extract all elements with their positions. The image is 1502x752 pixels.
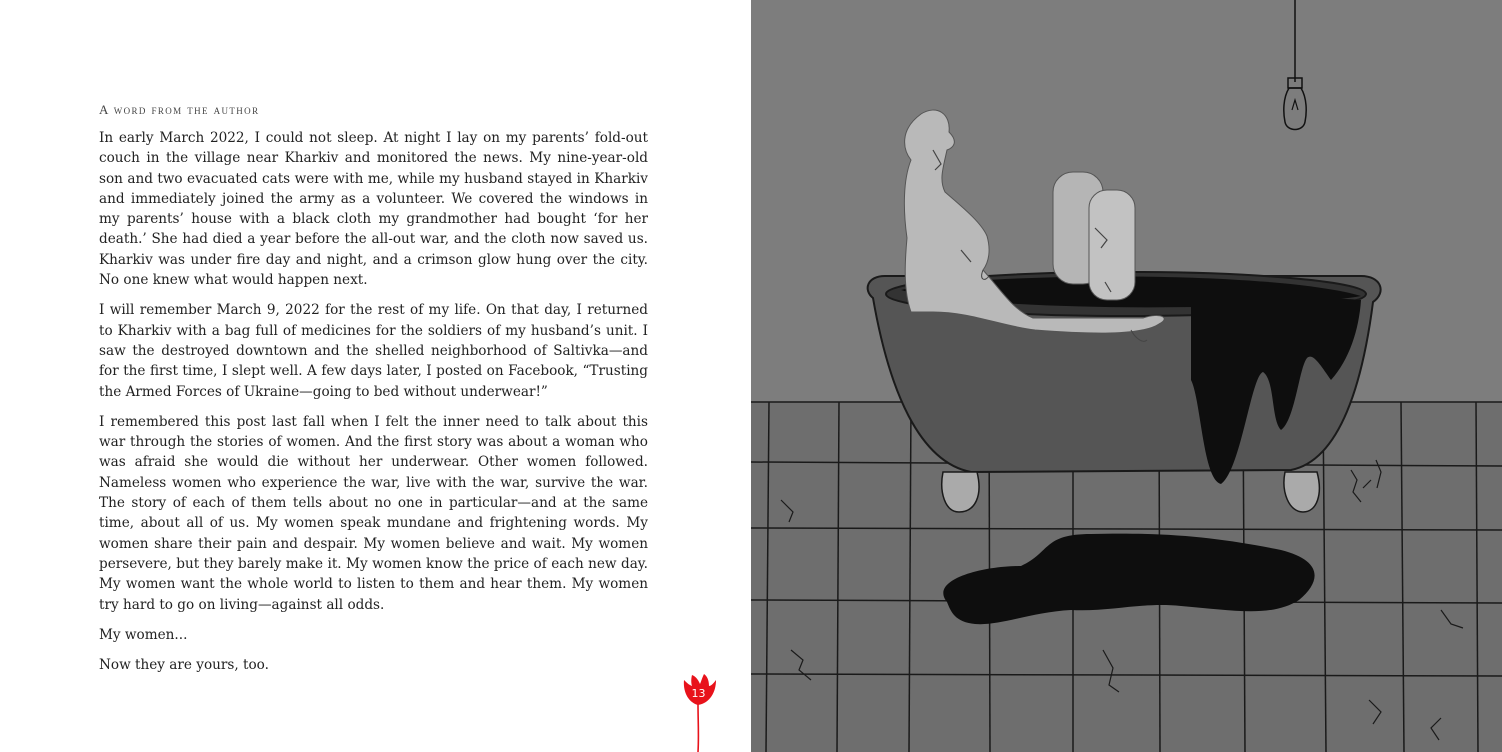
woman-in-bathtub-illustration xyxy=(751,0,1502,752)
page-number: 13 xyxy=(691,687,706,700)
paragraph-4: My women... xyxy=(99,626,188,643)
paragraph-3: I remembered this post last fall when I felt the inner need to talk about this war through the stories of women. And the first story was about a woman who was afraid she would die without her underwear. Other women followed. Nameless women who experience the war, live with the war, survive the war. The story of each of them tells about no one in particular—and at the same time, about all of us. My women speak mundane and frightening words. My women share their pain and despair. My women believe and wait. My women persevere, but they barely make it. My women know the price of each new day. My women want the whole world to listen to them and hear them. My women try hard to go on living—against all odds. xyxy=(99,413,648,613)
page-number-marker xyxy=(680,670,720,752)
section-heading: A word from the author xyxy=(99,102,260,117)
red-tulip-icon xyxy=(680,670,720,752)
body-text xyxy=(99,128,648,685)
woman-knees xyxy=(1053,172,1135,300)
paragraph-5: Now they are yours, too. xyxy=(99,657,269,674)
illustration-page xyxy=(751,0,1502,752)
paragraph-2: I will remember March 9, 2022 for the rest of my life. On that day, I returned to Kharkiv with a bag full of medicines for the soldiers of my husband’s unit. I saw the destroyed downtown and the shelled neighborhood of Saltivka—and for the first time, I slept well. A few days later, I posted on Facebook, “Trusting the Armed Forces of Ukraine—going to bed without underwear!” xyxy=(99,302,648,400)
paragraph-1: In early March 2022, I could not sleep. At night I lay on my parents’ fold-out couch in the village near Kharkiv and monitored the news. My nine-year-old son and two evacuated cats were with me, while my husband stayed in Kharkiv and immediately joined the army as a volunteer. We covered the windows in my parents’ house with a black cloth my grandmother had bought ‘for her death.’ She had died a year before the all-out war, and the cloth now saved us. Kharkiv was under fire day and night, and a crimson glow hung over the city. No one knew what would happen next. xyxy=(99,130,648,289)
